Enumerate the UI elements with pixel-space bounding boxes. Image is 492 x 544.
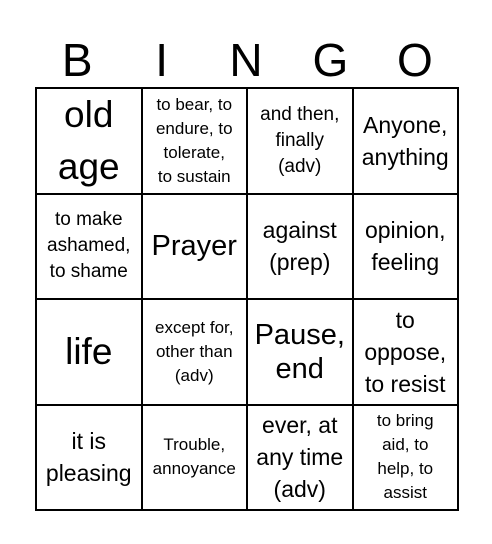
bingo-card-grid — [35, 87, 459, 511]
header-letter-g: G — [312, 34, 349, 86]
cell-text: life — [65, 330, 113, 372]
bingo-cell-r4-c1[interactable] — [37, 406, 143, 512]
cell-text: to make ashamed, to shame — [47, 209, 131, 283]
bingo-cell-r1-c3[interactable] — [248, 89, 354, 195]
bingo-cell-r2-c3[interactable] — [248, 195, 354, 301]
bingo-cell-r2-c2[interactable] — [143, 195, 249, 301]
cell-text: Pause, end — [254, 318, 345, 385]
cell-text: old age — [57, 93, 120, 187]
cell-text: ever, at any time (adv) — [256, 412, 344, 503]
bingo-cell-r2-c1[interactable] — [37, 195, 143, 301]
bingo-cell-r1-c2[interactable] — [143, 89, 249, 195]
cell-text: Trouble, annoyance — [152, 435, 236, 479]
header-letter-i: I — [155, 34, 168, 86]
bingo-cell-r3-c4[interactable] — [354, 300, 460, 406]
cell-text: to bear, to endure, to tolerate, to sustain — [155, 94, 233, 186]
cell-text: to oppose, to resist — [364, 306, 447, 397]
cell-text: and then, finally (adv) — [260, 103, 340, 177]
bingo-cell-r3-c3[interactable] — [248, 300, 354, 406]
bingo-cell-r1-c1[interactable] — [37, 89, 143, 195]
cell-text: Anyone, anything — [361, 111, 449, 170]
bingo-cell-r3-c1[interactable] — [37, 300, 143, 406]
cell-text: against (prep) — [262, 217, 337, 276]
bingo-header — [35, 34, 457, 86]
cell-text: opinion, feeling — [364, 217, 446, 276]
cell-text: to bring aid, to help, to assist — [376, 411, 434, 503]
header-letter-o: O — [396, 34, 433, 86]
bingo-cell-r3-c2[interactable] — [143, 300, 249, 406]
cell-text: it is pleasing — [45, 428, 132, 487]
header-letter-n: N — [229, 34, 263, 86]
cell-text: except for, other than (adv) — [155, 317, 234, 385]
bingo-cell-r4-c2[interactable] — [143, 406, 249, 512]
header-letter-b: B — [61, 34, 93, 86]
bingo-cell-r1-c4[interactable] — [354, 89, 460, 195]
bingo-cell-r4-c4[interactable] — [354, 406, 460, 512]
bingo-cell-r4-c3[interactable] — [248, 406, 354, 512]
bingo-cell-r2-c4[interactable] — [354, 195, 460, 301]
cell-text: Prayer — [151, 230, 237, 263]
